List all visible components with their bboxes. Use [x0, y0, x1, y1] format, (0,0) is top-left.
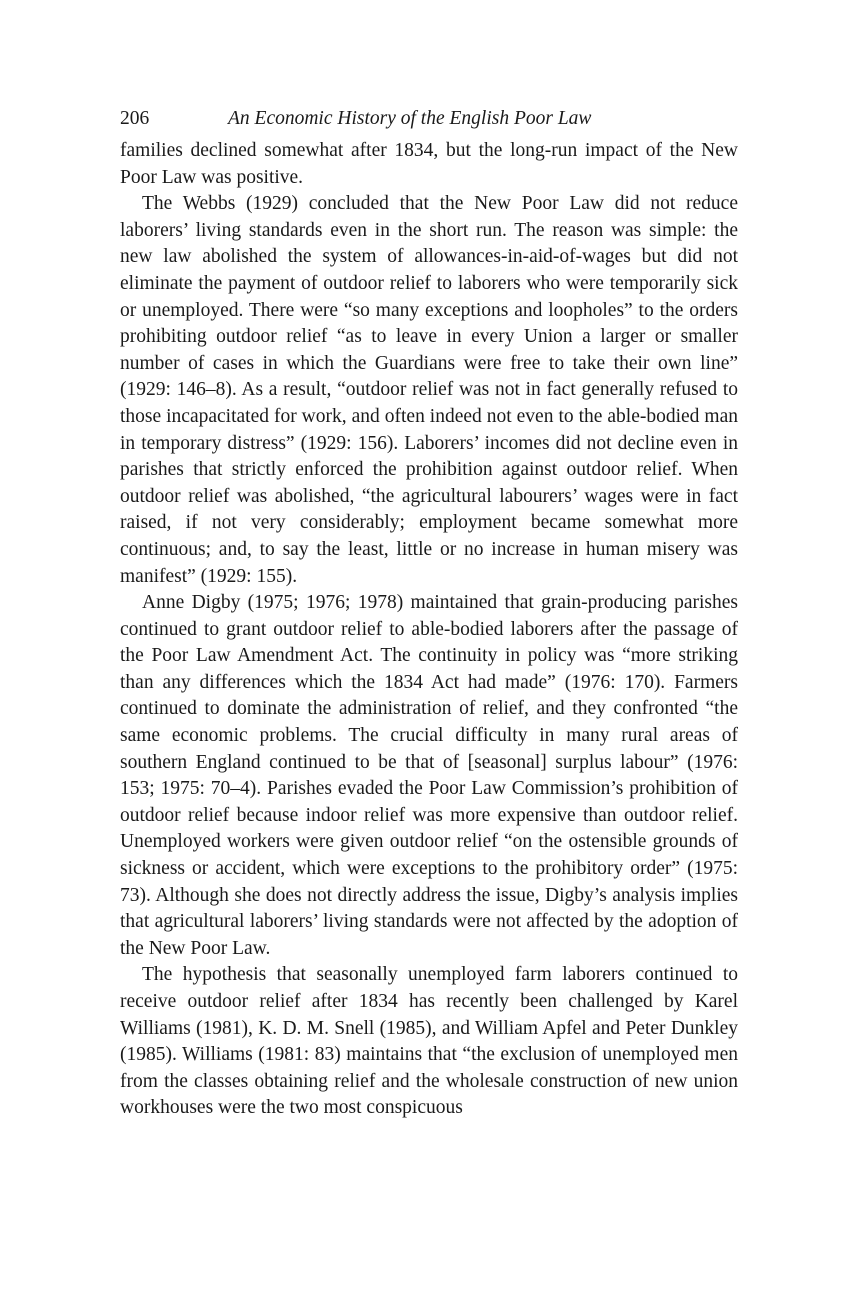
- paragraph-webbs: The Webbs (1929) concluded that the New Poor Law did not reduce laborers’ living standards even in the short run. The reason was simple: the new law abolished the system of allowances-in-aid-of-wages but did not eliminate the payment of outdoor relief to laborers who were temporarily sick or unemployed. There were “so many exceptions and loopholes” to the orders prohibiting outdoor relief “as to leave in every Union a larger or smaller number of cases in which the Guardians were free to take their own line” (1929: 146–8). As a result, “outdoor relief was not in fact generally refused to those incapacitated for work, and often indeed not even to the able-bodied man in temporary distress” (1929: 156). Laborers’ incomes did not decline even in parishes that strictly enforced the prohibition against outdoor relief. When outdoor relief was abolished, “the agricultural labourers’ wages were in fact raised, if not very considerably; employment became somewhat more continuous; and, to say the least, little or no increase in human misery was manifest” (1929: 155).: [120, 193, 738, 587]
- paragraph-continuation: families declined somewhat after 1834, but the long-run impact of the New Poor Law was positive.: [120, 140, 738, 188]
- page-number: 206: [120, 108, 150, 129]
- book-page: [120, 104, 738, 1122]
- book-title: An Economic History of the English Poor Law: [228, 108, 592, 129]
- running-head: [120, 104, 738, 134]
- paragraph-digby: Anne Digby (1975; 1976; 1978) maintained that grain-producing parishes continued to grant outdoor relief to able-bodied laborers after the passage of the Poor Law Amendment Act. The continuity in policy was “more striking than any differences which the 1834 Act had made” (1976: 170). Farmers continued to dominate the administration of relief, and they confronted “the same economic problems. The crucial difficulty in many rural areas of southern England continued to be that of [seasonal] surplus labour” (1976: 153; 1975: 70–4). Parishes evaded the Poor Law Commission’s prohibition of outdoor relief because indoor relief was more expensive than outdoor relief. Unemployed workers were given outdoor relief “on the ostensible grounds of sickness or accident, which were exceptions to the prohibitory order” (1975: 73). Although she does not directly address the issue, Digby’s analysis implies that agricultural laborers’ living standards were not affected by the adoption of the New Poor Law.: [120, 592, 738, 959]
- paragraph-hypothesis: The hypothesis that seasonally unemployed farm laborers continued to receive outdoor relief after 1834 has recently been challenged by Karel Williams (1981), K. D. M. Snell (1985), and William Apfel and Peter Dunkley (1985). Williams (1981: 83) maintains that “the exclusion of unemployed men from the classes obtaining relief and the wholesale construction of new union workhouses were the two most conspicuous: [120, 964, 738, 1119]
- body-text: [120, 138, 738, 1122]
